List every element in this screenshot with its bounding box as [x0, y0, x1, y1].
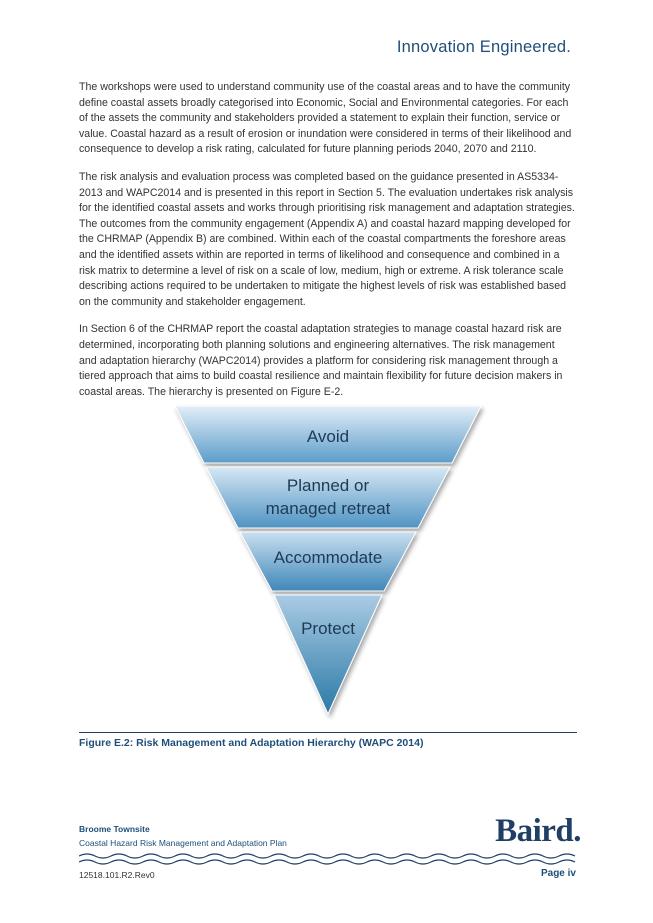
tier-protect	[274, 595, 382, 714]
page-number: Page iv	[540, 868, 576, 879]
paragraph: The risk analysis and evaluation process was completed based on the guidance presented in AS5334-2013 and WAPC2014 and is presented in this report in Section 5. The evaluation undertakes risk analysis for the identified coastal assets and works through prioritising risk management and adaptation strategies. The outcomes from the community engagement (Appendix A) and coastal hazard mapping developed for the CHRMAP (Appendix B) are combined. Within each of the coastal compartments the foreshore areas and the identified assets within are reported in terms of likelihood and consequence and combined in a risk matrix to determine a level of risk on a scale of low, medium, high or extreme. A risk tolerance scale describing actions required to be undertaken to mitigate the highest levels of risk was established based on the community and stakeholder engagement.	[79, 170, 575, 308]
hierarchy-figure	[170, 400, 490, 725]
body-text	[79, 80, 575, 412]
paragraph: The workshops were used to understand community use of the coastal areas and to have the community define coastal assets broadly categorised into Economic, Social and Environmental categories. For each of the assets the community and stakeholders provided a statement to explain their function, service or value. Coastal hazard as a result of erosion or inundation were considered in terms of their likelihood and consequence to develop a risk rating, calculated for future planning periods 2040, 2070 and 2110.	[79, 81, 572, 156]
tier-label-avoid: Avoid	[306, 427, 350, 446]
tier-label-protect: Protect	[301, 619, 355, 638]
tier-label-accommodate: Accommodate	[273, 548, 383, 567]
tier-label-planned-line1: Planned or	[286, 476, 370, 495]
footer-project-name: Broome Townsite	[79, 824, 150, 834]
hierarchy-pyramid	[170, 400, 490, 725]
header-tagline: Innovation Engineered.	[396, 38, 571, 56]
figure-caption: Figure E.2: Risk Management and Adaptation Hierarchy (WAPC 2014)	[79, 737, 424, 749]
baird-logo: Baird.	[495, 813, 581, 849]
footer-wave-divider	[79, 852, 577, 866]
paragraph: In Section 6 of the CHRMAP report the coastal adaptation strategies to manage coastal hazard risk are determined, incorporating both planning solutions and engineering alternatives. The risk management and adaptation hierarchy (WAPC2014) provides a platform for considering risk management through a tiered approach that aims to build coastal resilience and maintain flexibility for future decision makers in coastal areas. The hierarchy is presented on Figure E-2.	[79, 323, 563, 398]
tier-label-planned-line2: managed retreat	[265, 499, 391, 518]
document-reference: 12518.101.R2.Rev0	[79, 870, 155, 880]
footer-plan-title: Coastal Hazard Risk Management and Adaptation Plan	[79, 838, 287, 848]
caption-rule	[79, 732, 577, 733]
